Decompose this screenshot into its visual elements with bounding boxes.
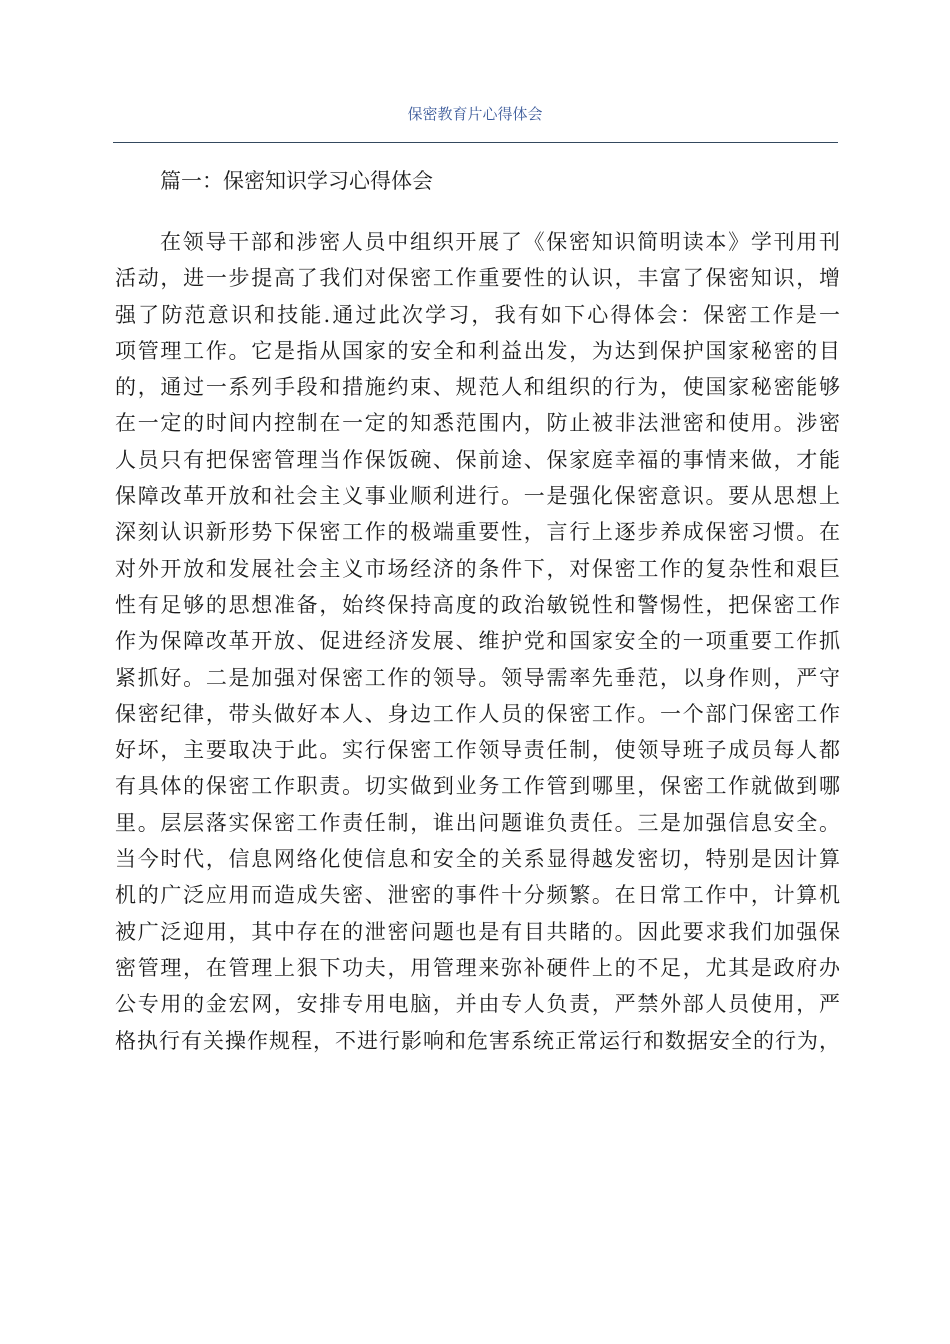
paragraph-line: 格执行有关操作规程，不进行影响和危害系统正常运行和数据安全的行为， bbox=[115, 1028, 840, 1053]
paragraph-line: 机的广泛应用而造成失密、泄密的事件十分频繁。在日常工作中，计算机 bbox=[115, 883, 840, 908]
paragraph-line: 强了防范意识和技能.通过此次学习，我有如下心得体会：保密工作是一 bbox=[115, 302, 840, 327]
paragraph-line: 保障改革开放和社会主义事业顺利进行。一是强化保密意识。要从思想上 bbox=[115, 484, 840, 509]
paragraph-line: 的，通过一系列手段和措施约束、规范人和组织的行为，使国家秘密能够 bbox=[115, 375, 840, 400]
paragraph-line: 公专用的金宏网，安排专用电脑，并由专人负责，严禁外部人员使用，严 bbox=[115, 992, 840, 1017]
paragraph-line: 被广泛迎用，其中存在的泄密问题也是有目共睹的。因此要求我们加强保 bbox=[115, 919, 840, 944]
paragraph-line: 深刻认识新形势下保密工作的极端重要性，言行上逐步养成保密习惯。在 bbox=[115, 520, 840, 545]
paragraph-line: 当今时代，信息网络化使信息和安全的关系显得越发密切，特别是因计算 bbox=[115, 847, 840, 872]
paragraph-line: 性有足够的思想准备，始终保持高度的政治敏锐性和警惕性，把保密工作 bbox=[115, 592, 840, 617]
paragraph-line: 有具体的保密工作职责。切实做到业务工作管到哪里，保密工作就做到哪 bbox=[115, 774, 840, 799]
paragraph-line: 密管理，在管理上狠下功夫，用管理来弥补硬件上的不足，尤其是政府办 bbox=[115, 955, 840, 980]
paragraph-line: 里。层层落实保密工作责任制，谁出问题谁负责任。三是加强信息安全。 bbox=[115, 810, 840, 835]
paragraph-line: 项管理工作。它是指从国家的安全和利益出发，为达到保护国家秘密的目 bbox=[115, 338, 840, 363]
paragraph-line: 好坏，主要取决于此。实行保密工作领导责任制，使领导班子成员每人都 bbox=[115, 738, 840, 763]
paragraph-line: 作为保障改革开放、促进经济发展、维护党和国家安全的一项重要工作抓 bbox=[115, 629, 840, 654]
body-paragraph bbox=[115, 224, 840, 1059]
section-heading: 篇一：保密知识学习心得体会 bbox=[160, 169, 433, 193]
paragraph-line: 活动，进一步提高了我们对保密工作重要性的认识，丰富了保密知识，增 bbox=[115, 266, 840, 291]
paragraph-line: 保密纪律，带头做好本人、身边工作人员的保密工作。一个部门保密工作 bbox=[115, 701, 840, 726]
paragraph-line: 紧抓好。二是加强对保密工作的领导。领导需率先垂范，以身作则，严守 bbox=[115, 665, 840, 690]
paragraph-line: 对外开放和发展社会主义市场经济的条件下，对保密工作的复杂性和艰巨 bbox=[115, 556, 840, 581]
header-divider bbox=[113, 142, 838, 143]
paragraph-line: 在领导干部和涉密人员中组织开展了《保密知识简明读本》学刊用刊 bbox=[160, 230, 840, 254]
paragraph-line: 人员只有把保密管理当作保饭碗、保前途、保家庭幸福的事情来做，才能 bbox=[115, 447, 840, 472]
paragraph-line: 在一定的时间内控制在一定的知悉范围内，防止被非法泄密和使用。涉密 bbox=[115, 411, 840, 436]
page-header-title: 保密教育片心得体会 bbox=[407, 105, 543, 123]
